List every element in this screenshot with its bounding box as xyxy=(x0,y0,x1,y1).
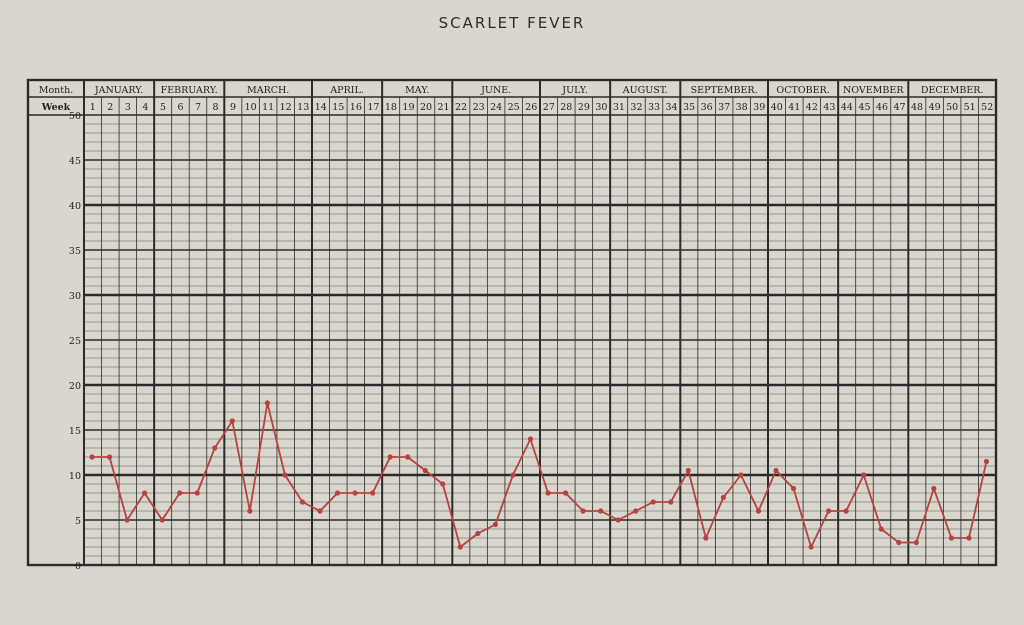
week-number: 8 xyxy=(212,102,219,113)
data-point xyxy=(177,490,182,495)
week-header-label: Week xyxy=(41,102,71,113)
data-point xyxy=(440,481,445,486)
data-point xyxy=(405,454,410,459)
data-point xyxy=(984,459,989,464)
month-label: AUGUST. xyxy=(622,85,668,96)
month-label: JULY. xyxy=(562,85,588,96)
data-point xyxy=(282,472,287,477)
week-number: 15 xyxy=(332,102,345,113)
month-label: MARCH. xyxy=(246,85,290,96)
week-number: 17 xyxy=(367,102,380,113)
data-point xyxy=(668,499,673,504)
week-number: 20 xyxy=(419,102,433,113)
data-point xyxy=(352,490,357,495)
data-point xyxy=(931,486,936,491)
y-tick-label: 0 xyxy=(74,561,81,572)
data-point xyxy=(265,400,270,405)
week-number: 28 xyxy=(560,102,573,113)
data-point xyxy=(949,535,954,540)
week-number: 11 xyxy=(262,102,275,113)
data-point xyxy=(493,522,498,527)
week-number: 21 xyxy=(437,102,450,113)
week-number: 40 xyxy=(770,102,783,113)
data-point xyxy=(651,499,656,504)
month-label: NOVEMBER xyxy=(842,85,904,96)
week-number: 19 xyxy=(402,102,415,113)
data-point xyxy=(580,508,585,513)
week-number: 3 xyxy=(124,102,131,113)
data-point xyxy=(317,508,322,513)
week-number: 37 xyxy=(718,102,731,113)
week-number: 22 xyxy=(455,102,468,113)
week-number: 1 xyxy=(89,102,96,113)
week-number: 33 xyxy=(647,102,661,113)
week-number: 13 xyxy=(297,102,310,113)
month-label: DECEMBER. xyxy=(920,85,984,96)
data-point xyxy=(247,508,252,513)
week-number: 23 xyxy=(472,102,485,113)
week-number: 6 xyxy=(177,102,184,113)
y-tick-label: 35 xyxy=(68,246,81,257)
week-number: 26 xyxy=(525,102,538,113)
data-point xyxy=(335,490,340,495)
data-point xyxy=(808,544,813,549)
data-point xyxy=(370,490,375,495)
week-number: 46 xyxy=(875,102,889,113)
month-label: JUNE. xyxy=(481,85,512,96)
month-header-label: Month. xyxy=(38,85,74,96)
data-point xyxy=(230,418,235,423)
week-number: 45 xyxy=(858,102,871,113)
week-number: 47 xyxy=(893,102,906,113)
week-number: 31 xyxy=(612,102,625,113)
week-number: 44 xyxy=(840,102,853,113)
month-label: APRIL. xyxy=(330,85,364,96)
week-number: 43 xyxy=(823,102,836,113)
data-point xyxy=(212,445,217,450)
data-point xyxy=(791,486,796,491)
week-number: 41 xyxy=(788,102,801,113)
month-label: FEBRUARY. xyxy=(160,85,218,96)
week-number: 16 xyxy=(349,102,362,113)
month-label: SEPTEMBER. xyxy=(690,85,758,96)
data-point xyxy=(423,468,428,473)
week-number: 4 xyxy=(142,102,149,113)
data-point xyxy=(89,454,94,459)
data-point xyxy=(686,468,691,473)
week-number: 5 xyxy=(159,102,166,113)
data-point xyxy=(545,490,550,495)
week-number: 18 xyxy=(384,102,397,113)
data-point xyxy=(844,508,849,513)
data-point xyxy=(633,508,638,513)
week-number: 42 xyxy=(805,102,818,113)
week-number: 52 xyxy=(981,102,994,113)
data-point xyxy=(142,490,147,495)
chart-title: SCARLET FEVER xyxy=(438,14,586,32)
week-number: 36 xyxy=(700,102,713,113)
month-label: MAY. xyxy=(405,85,430,96)
data-point xyxy=(879,526,884,531)
month-label: JANUARY. xyxy=(94,85,144,96)
week-number: 34 xyxy=(665,102,678,113)
data-point xyxy=(124,517,129,522)
week-number: 9 xyxy=(230,102,237,113)
table-frame xyxy=(28,80,996,565)
week-number: 7 xyxy=(194,102,202,113)
y-tick-label: 45 xyxy=(68,156,81,167)
week-number: 30 xyxy=(595,102,608,113)
week-number: 2 xyxy=(107,102,114,113)
data-point xyxy=(458,544,463,549)
data-point xyxy=(756,508,761,513)
week-number: 24 xyxy=(490,102,503,113)
month-label: OCTOBER. xyxy=(776,85,830,96)
week-number: 10 xyxy=(244,102,257,113)
data-point xyxy=(300,499,305,504)
data-point xyxy=(861,472,866,477)
y-tick-label: 15 xyxy=(68,426,81,437)
y-tick-label: 20 xyxy=(68,381,81,392)
data-point xyxy=(703,535,708,540)
week-number: 38 xyxy=(735,102,748,113)
data-point xyxy=(966,535,971,540)
data-point xyxy=(616,517,621,522)
data-point xyxy=(160,517,165,522)
y-tick-label: 40 xyxy=(68,201,81,212)
data-point xyxy=(598,508,603,513)
data-point xyxy=(107,454,112,459)
data-point xyxy=(721,495,726,500)
week-number: 39 xyxy=(753,102,766,113)
y-tick-label: 30 xyxy=(68,291,81,302)
week-number: 48 xyxy=(911,102,924,113)
data-point xyxy=(914,540,919,545)
week-number: 32 xyxy=(630,102,643,113)
data-point xyxy=(195,490,200,495)
y-tick-label: 25 xyxy=(68,336,81,347)
week-number: 29 xyxy=(577,102,590,113)
week-number: 27 xyxy=(542,102,555,113)
data-point xyxy=(388,454,393,459)
week-number: 25 xyxy=(507,102,520,113)
week-number: 50 xyxy=(946,102,959,113)
data-point xyxy=(563,490,568,495)
y-tick-label: 10 xyxy=(68,471,81,482)
week-number: 49 xyxy=(928,102,941,113)
data-point xyxy=(773,468,778,473)
data-point xyxy=(738,472,743,477)
week-number: 12 xyxy=(279,102,292,113)
data-point xyxy=(896,540,901,545)
week-number: 35 xyxy=(683,102,696,113)
week-number: 14 xyxy=(314,102,327,113)
week-number: 51 xyxy=(963,102,976,113)
y-tick-label: 50 xyxy=(68,111,81,122)
data-point xyxy=(510,472,515,477)
data-point xyxy=(475,531,480,536)
data-point xyxy=(528,436,533,441)
y-tick-label: 5 xyxy=(74,516,81,527)
data-point xyxy=(826,508,831,513)
